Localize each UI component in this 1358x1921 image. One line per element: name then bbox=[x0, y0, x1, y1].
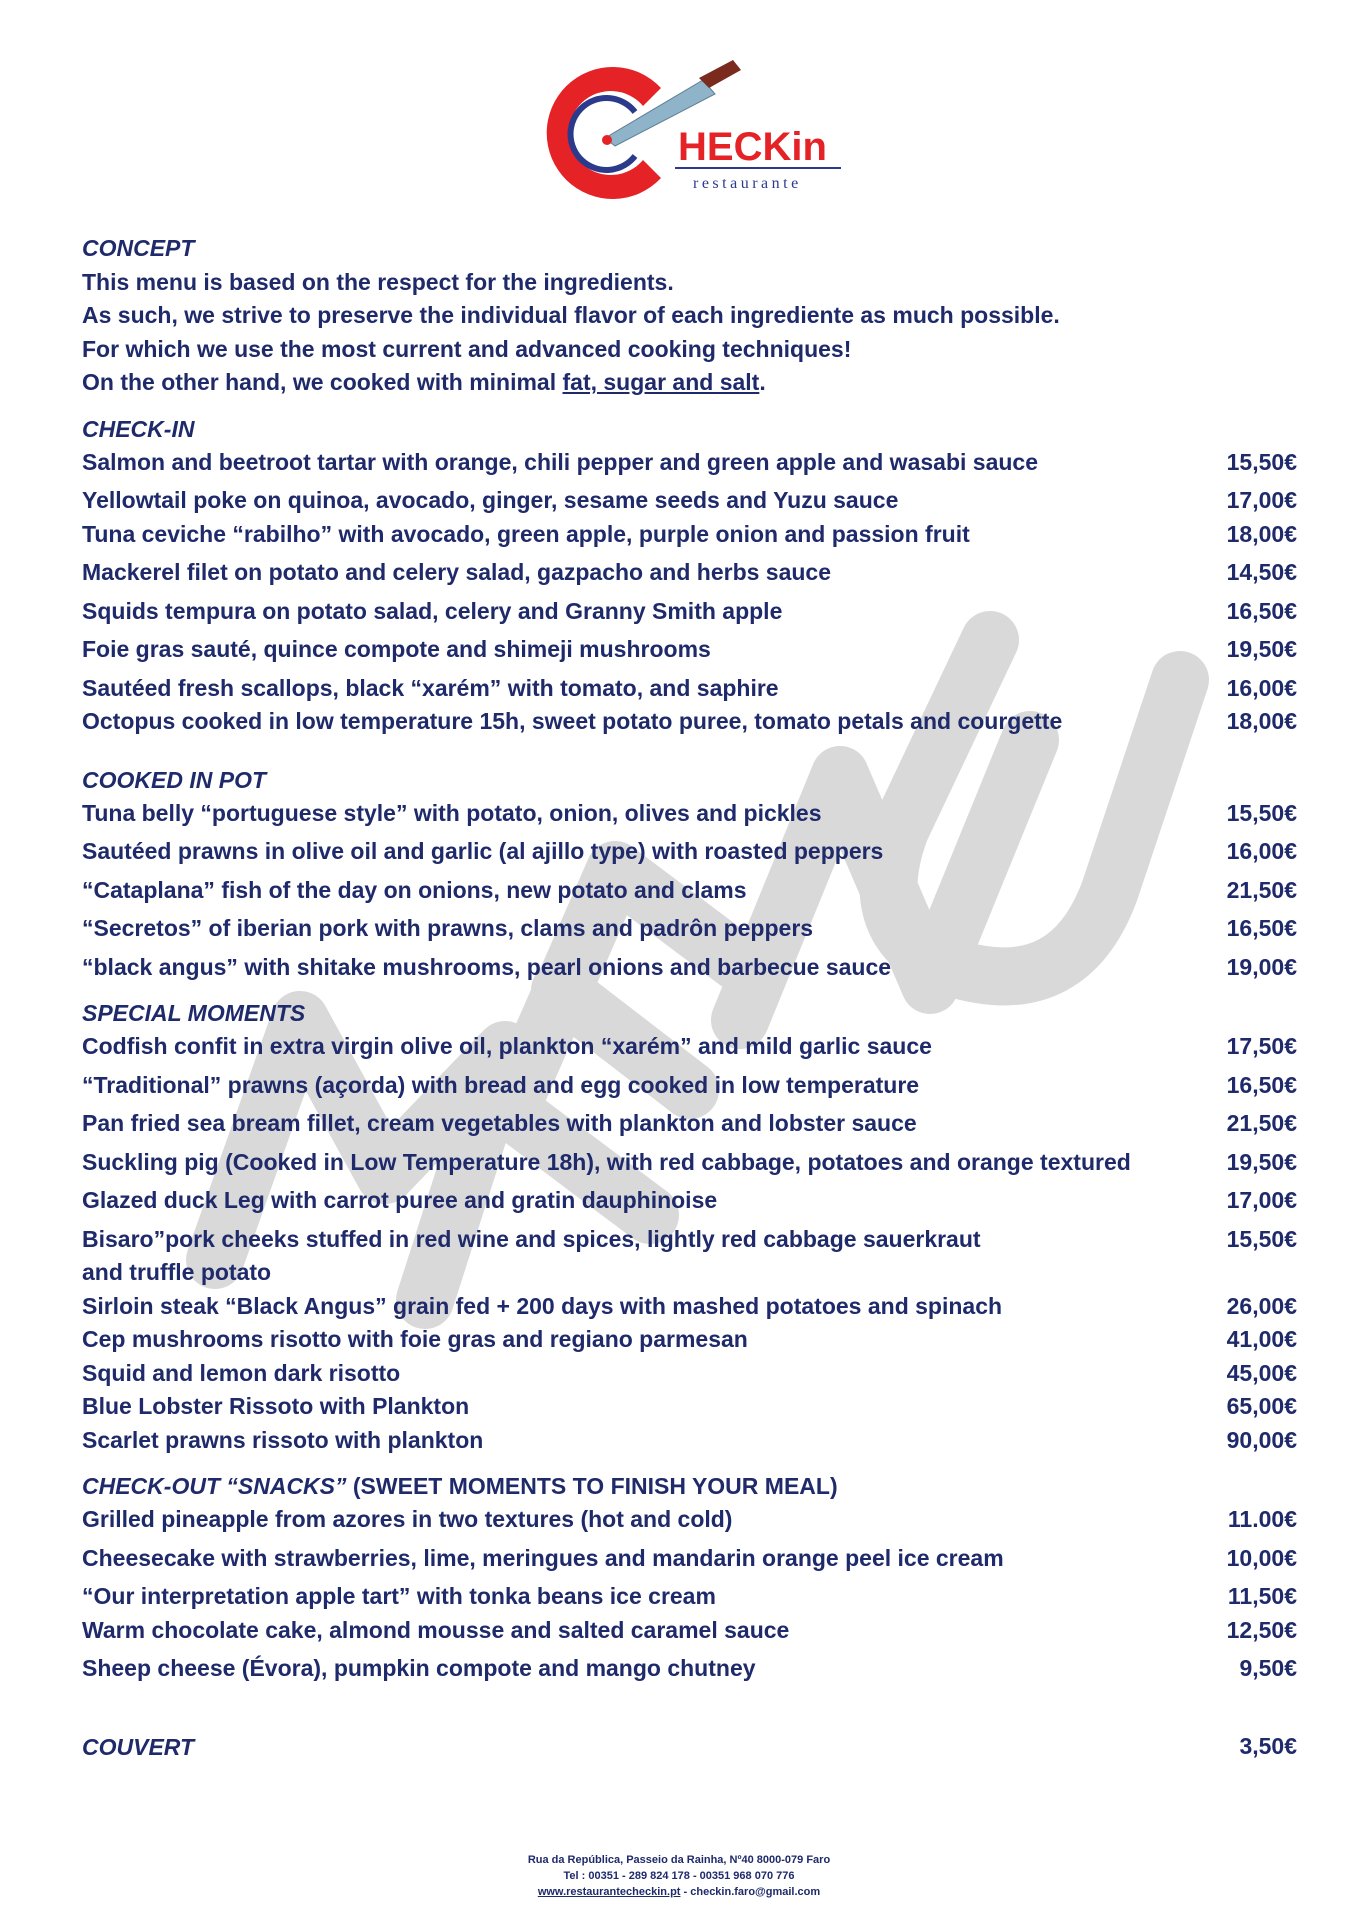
menu-item bbox=[82, 1323, 1297, 1357]
item-name: “Traditional” prawns (açorda) with bread and egg cooked in low temperature bbox=[82, 1071, 920, 1098]
concept-line-4-emphasis: fat, sugar and salt bbox=[562, 369, 760, 395]
menu-item bbox=[82, 874, 1297, 908]
item-name: “Secretos” of iberian pork with prawns, clams and padrôn peppers bbox=[82, 915, 814, 941]
item-price: 11.00€ bbox=[1227, 1506, 1297, 1532]
item-name: Blue Lobster Rissoto with Plankton bbox=[82, 1393, 470, 1419]
item-price: 21,50€ bbox=[1226, 1110, 1297, 1136]
check-out-heading-title: CHECK-OUT “SNACKS” bbox=[82, 1473, 347, 1499]
item-name: Tuna belly “portuguese style” with potato, onion, olives and pickles bbox=[82, 799, 822, 826]
item-price: 17,00€ bbox=[1226, 1187, 1297, 1213]
item-price: 17,50€ bbox=[1226, 1033, 1297, 1059]
special-moments-section bbox=[82, 996, 1297, 1457]
item-name: “black angus” with shitake mushrooms, pearl onions and barbecue sauce bbox=[82, 953, 892, 980]
menu-item bbox=[82, 1390, 1297, 1424]
item-price: 11,50€ bbox=[1227, 1583, 1297, 1609]
item-name: Octopus cooked in low temperature 15h, sweet potato puree, tomato petals and courgette bbox=[82, 708, 1063, 734]
concept-line-4-prefix: On the other hand, we cooked with minimal bbox=[82, 369, 563, 395]
item-price: 15,50€ bbox=[1226, 799, 1297, 826]
menu-item bbox=[82, 1107, 1297, 1141]
item-name: Scarlet prawns rissoto with plankton bbox=[82, 1426, 484, 1453]
menu-item bbox=[82, 1580, 1297, 1614]
menu-item bbox=[82, 797, 1297, 831]
item-name-line-2: and truffle potato bbox=[82, 1259, 272, 1285]
footer-email: checkin.faro@gmail.com bbox=[690, 1886, 821, 1898]
cooked-in-pot-heading: COOKED IN POT bbox=[82, 766, 267, 793]
logo-subtitle: restaurante bbox=[693, 175, 802, 192]
item-name: Sautéed prawns in olive oil and garlic (al ajillo type) with roasted peppers bbox=[82, 838, 884, 864]
item-name: Glazed duck Leg with carrot puree and gratin dauphinoise bbox=[82, 1187, 718, 1213]
menu-item bbox=[82, 595, 1297, 629]
logo-c-mark bbox=[547, 67, 661, 199]
menu-item bbox=[82, 1424, 1297, 1458]
item-price: 15,50€ bbox=[1226, 448, 1297, 475]
item-price: 9,50€ bbox=[1239, 1655, 1297, 1681]
item-name: Pan fried sea bream fillet, cream vegetables with plankton and lobster sauce bbox=[82, 1110, 917, 1136]
item-name: Squid and lemon dark risotto bbox=[82, 1359, 401, 1386]
item-name: Tuna ceviche “rabilho” with avocado, green apple, purple onion and passion fruit bbox=[82, 520, 970, 547]
item-name: “Cataplana” fish of the day on onions, new potato and clams bbox=[82, 876, 747, 903]
menu-item bbox=[82, 1614, 1297, 1648]
menu-item bbox=[82, 835, 1297, 869]
item-name: Mackerel filet on potato and celery salad, gazpacho and herbs sauce bbox=[82, 559, 832, 585]
item-name: Cep mushrooms risotto with foie gras and regiano parmesan bbox=[82, 1326, 748, 1352]
item-name: Yellowtail poke on quinoa, avocado, ginger, sesame seeds and Yuzu sauce bbox=[82, 487, 899, 513]
item-price: 14,50€ bbox=[1226, 559, 1297, 585]
footer bbox=[0, 1852, 1358, 1900]
item-price: 19,50€ bbox=[1226, 1148, 1297, 1175]
item-price: 45,00€ bbox=[1226, 1359, 1297, 1386]
item-price: 16,50€ bbox=[1226, 915, 1297, 941]
footer-contact bbox=[0, 1884, 1358, 1900]
item-name: Warm chocolate cake, almond mousse and salted caramel sauce bbox=[82, 1616, 790, 1643]
footer-phone: Tel : 00351 - 289 824 178 - 00351 968 070 776 bbox=[563, 1870, 795, 1882]
menu-item bbox=[82, 518, 1297, 552]
item-price: 17,00€ bbox=[1226, 487, 1297, 513]
website-link[interactable]: www.restaurantecheckin.pt bbox=[537, 1886, 681, 1898]
item-price: 65,00€ bbox=[1226, 1393, 1297, 1419]
couvert-price: 3,50€ bbox=[1239, 1732, 1297, 1759]
item-name: Codfish confit in extra virgin olive oil, plankton “xarém” and mild garlic sauce bbox=[82, 1033, 932, 1059]
item-price: 19,50€ bbox=[1226, 636, 1297, 662]
item-name: “Our interpretation apple tart” with tonka beans ice cream bbox=[82, 1583, 716, 1609]
item-name: Squids tempura on potato salad, celery and Granny Smith apple bbox=[82, 597, 783, 624]
item-price: 18,00€ bbox=[1226, 708, 1297, 734]
menu-item bbox=[82, 1030, 1297, 1064]
check-in-section bbox=[82, 412, 1297, 739]
item-price: 41,00€ bbox=[1226, 1326, 1297, 1352]
item-name: Grilled pineapple from azores in two textures (hot and cold) bbox=[82, 1506, 733, 1532]
item-price: 19,00€ bbox=[1226, 953, 1297, 980]
cooked-in-pot-section bbox=[82, 763, 1297, 985]
item-price: 16,50€ bbox=[1226, 1071, 1297, 1098]
menu-item bbox=[82, 1503, 1297, 1537]
couvert-row bbox=[82, 1730, 1297, 1764]
item-name bbox=[82, 1223, 1187, 1290]
menu-item bbox=[82, 1542, 1297, 1576]
item-name: Foie gras sauté, quince compote and shimeji mushrooms bbox=[82, 636, 711, 662]
menu-item bbox=[82, 446, 1297, 480]
menu-item bbox=[82, 1146, 1297, 1180]
menu-item bbox=[82, 1652, 1297, 1686]
menu-item bbox=[82, 633, 1297, 667]
item-name: Cheesecake with strawberries, lime, meringues and mandarin orange peel ice cream bbox=[82, 1544, 1004, 1571]
item-price: 18,00€ bbox=[1226, 520, 1297, 547]
check-out-section bbox=[82, 1469, 1297, 1686]
footer-separator: - bbox=[680, 1886, 691, 1898]
concept-line-2: As such, we strive to preserve the individual flavor of each ingrediente as much possible. bbox=[82, 302, 1060, 328]
menu-item bbox=[82, 951, 1297, 985]
menu-item bbox=[82, 1290, 1297, 1324]
logo-brand: HECKin bbox=[678, 125, 827, 169]
item-price: 16,00€ bbox=[1226, 674, 1297, 701]
menu-item bbox=[82, 1223, 1297, 1290]
item-price: 21,50€ bbox=[1226, 876, 1297, 903]
concept-line-4 bbox=[82, 366, 1297, 400]
couvert-section bbox=[82, 1730, 1297, 1764]
item-name-line-1: Bisaro”pork cheeks stuffed in red wine and spices, lightly red cabbage sauerkraut bbox=[82, 1225, 981, 1252]
concept-line-3: For which we use the most current and advanced cooking techniques! bbox=[82, 335, 852, 362]
item-name: Sirloin steak “Black Angus” grain fed + 200 days with mashed potatoes and spinach bbox=[82, 1292, 1003, 1319]
check-in-heading: CHECK-IN bbox=[82, 415, 195, 442]
concept-line-4-suffix: . bbox=[759, 369, 766, 395]
concept-heading: CONCEPT bbox=[82, 235, 195, 261]
footer-address: Rua da República, Passeio da Rainha, Nº40 8000-079 Faro bbox=[527, 1854, 831, 1866]
menu-item bbox=[82, 484, 1297, 518]
item-name: Sheep cheese (Évora), pumpkin compote and mango chutney bbox=[82, 1655, 756, 1681]
concept-line-1: This menu is based on the respect for the ingredients. bbox=[82, 268, 674, 295]
item-price: 12,50€ bbox=[1226, 1616, 1297, 1643]
menu-item bbox=[82, 672, 1297, 706]
couvert-label: COUVERT bbox=[82, 1733, 195, 1760]
item-price: 16,00€ bbox=[1226, 838, 1297, 864]
item-price: 16,50€ bbox=[1226, 597, 1297, 624]
menu-item bbox=[82, 556, 1297, 590]
item-name: Sautéed fresh scallops, black “xarém” with tomato, and saphire bbox=[82, 674, 779, 701]
check-out-heading bbox=[82, 1469, 1297, 1503]
concept-section bbox=[82, 232, 1297, 400]
item-name: Salmon and beetroot tartar with orange, chili pepper and green apple and wasabi sauce bbox=[82, 448, 1038, 475]
item-price: 90,00€ bbox=[1226, 1426, 1297, 1453]
item-price: 15,50€ bbox=[1226, 1225, 1297, 1252]
item-price: 26,00€ bbox=[1226, 1292, 1297, 1319]
menu-item bbox=[82, 1357, 1297, 1391]
item-name: Suckling pig (Cooked in Low Temperature 18h), with red cabbage, potatoes and orange textured bbox=[82, 1148, 1131, 1175]
menu-content bbox=[82, 232, 1297, 1764]
menu-item bbox=[82, 912, 1297, 946]
special-moments-heading: SPECIAL MOMENTS bbox=[82, 1000, 306, 1026]
restaurant-logo bbox=[543, 60, 843, 202]
check-out-heading-note: (SWEET MOMENTS TO FINISH YOUR MEAL) bbox=[346, 1473, 838, 1499]
item-price: 10,00€ bbox=[1226, 1544, 1297, 1571]
menu-item bbox=[82, 705, 1297, 739]
menu-item bbox=[82, 1069, 1297, 1103]
menu-item bbox=[82, 1184, 1297, 1218]
